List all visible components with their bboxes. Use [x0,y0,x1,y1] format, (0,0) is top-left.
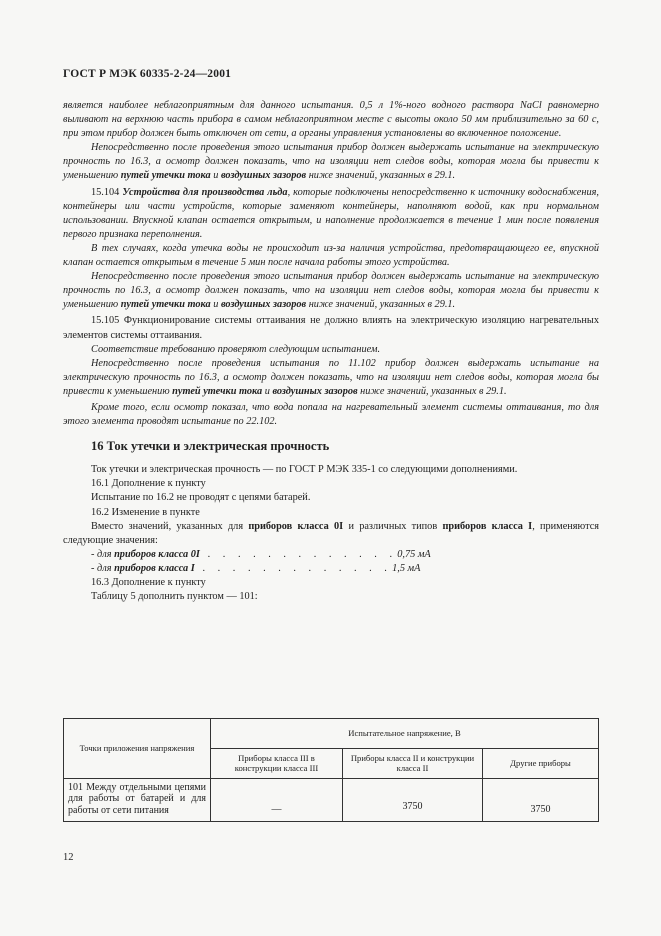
table-cell: 3750 [343,778,483,822]
text-run: ниже значений, указанных в 29.1. [306,299,456,311]
text-run: и [210,170,221,182]
clause-number: 15.104 [91,186,123,198]
table-header: Другие приборы [483,748,599,778]
paragraph [63,141,599,183]
text-run: - для [91,548,115,560]
table-header: Приборы класса III в конструкции класса III [211,748,343,778]
paragraph: 16.1 Дополнение к пункту [91,478,206,490]
paragraph [63,186,599,242]
section-heading: 16 Ток утечки и электрическая прочность [91,439,330,454]
paragraph: 16.2 Изменение в пункте [91,506,200,518]
table-cell: 101 Между отдельными цепями для работы от батарей и для работы от сети питания [64,778,211,822]
page-number: 12 [63,852,74,863]
term-bold: воздушных зазоров [220,299,307,311]
text-run: Непосредственно после проведения этого испытания прибор должен выдержать испытание на электрическую прочность по 16.3, а осмотр должен показать, что на изоляции нет следов воды, которая могла бы привести к уменьшению [63,142,599,182]
text-run: и [262,385,273,397]
list-item [63,562,599,576]
term-bold: воздушных зазоров [272,385,358,397]
text-run: , которые подключены непосредственно к источнику водоснабжения, контейнеры или части устройств, которые заменяют контейнеры, наполняют водой, как при нормальном использовании. Впускной клапан остается открытым, и наполнение продолжается в течение 1 мин после появления первого признака переполнения. [63,186,599,240]
text-run: ниже значений, указанных в 29.1. [357,385,507,397]
paragraph: В тех случаях, когда утечка воды не происходит из-за наличия устройства, предотвращающего ее, впускной клапан остается открытым в течение 5 мин после начала работы этого устройства. [63,242,599,269]
paragraph: Ток утечки и электрическая прочность — по ГОСТ Р МЭК 335-1 со следующими дополнениями. [91,464,518,476]
document-body [63,99,599,604]
term-bold: путей утечки тока [172,385,263,397]
table-cell: 3750 [483,778,599,822]
text-run: Непосредственно после проведения этого испытания прибор должен выдержать испытание на электрическую прочность по 16.3, а осмотр должен показать, что на изоляции нет следов воды, которая могла бы привести к уменьшению [63,271,599,311]
term-bold: Устройства для производства льда [122,186,288,198]
term-bold: приборов класса 0I [248,520,344,532]
paragraph [63,520,599,548]
table-cell: — [211,778,343,822]
voltage-table [63,718,599,822]
paragraph: Кроме того, если осмотр показал, что вода попала на нагревательный элемент системы оттаивания, то для этого элемента проводят испытание по 22.102. [63,401,599,428]
text-run: , применяются следующие значения: [63,520,600,546]
list-item [63,548,599,562]
leader-dots: . . . . . . . . . . . . . [202,562,393,574]
paragraph: 15.105 Функционирование системы оттаивания не должно влиять на электрическую изоляцию нагревательных элементов системы оттаивания. [63,315,599,341]
table-header: Испытательное напряжение, В [211,719,599,749]
text-run: - для [91,562,115,574]
table-header: Точки приложения напряжения [64,719,211,779]
term-bold: путей утечки тока [120,299,211,311]
text-run: и различных типов [343,520,443,532]
paragraph: 16.3 Дополнение к пункту [91,577,206,588]
term-bold: приборов класса I [442,520,533,532]
text-run: Непосредственно после проведения испытания по 11.102 прибор должен выдержать испытание на электрическую прочность по 16.3, а осмотр должен показать, что на изоляции нет следов воды, которая могла бы привести к уменьшению [63,357,599,397]
table-row [64,778,599,822]
text-run: и [210,299,221,311]
term-bold: путей утечки тока [120,170,211,182]
document-header: ГОСТ Р МЭК 60335-2-24—2001 [63,68,232,80]
text-run: ниже значений, указанных в 29.1. [306,170,456,182]
paragraph [63,357,599,399]
paragraph: Соответствие требованию проверяют следующим испытанием. [91,343,381,355]
paragraph [63,270,599,312]
paragraph: Испытание по 16.2 не проводят с цепями батарей. [91,492,311,504]
term-bold: приборов класса I [114,562,195,574]
list-label [91,562,195,576]
list-value: 1,5 мА [392,562,421,574]
paragraph: Таблицу 5 дополнить пунктом — 101: [91,591,258,603]
term-bold: воздушных зазоров [220,170,307,182]
leader-dots: . . . . . . . . . . . . . [207,548,398,560]
text-run: Вместо значений, указанных для [91,520,249,532]
list-value: 0,75 мА [397,548,431,560]
list-label [91,548,200,562]
table-header: Приборы класса II и конструкции класса II [343,748,483,778]
term-bold: приборов класса 0I [114,548,200,560]
paragraph: является наиболее неблагоприятным для данного испытания. 0,5 л 1%-ного водного раствора NaCl равномерно выливают на верхнюю часть прибора в самом неблагоприятном месте с высоты около 50 мм приблизительно за 60 с, при этом прибор должен быть отключен от сети, а органы управления установлены во включенное положение. [63,100,599,140]
